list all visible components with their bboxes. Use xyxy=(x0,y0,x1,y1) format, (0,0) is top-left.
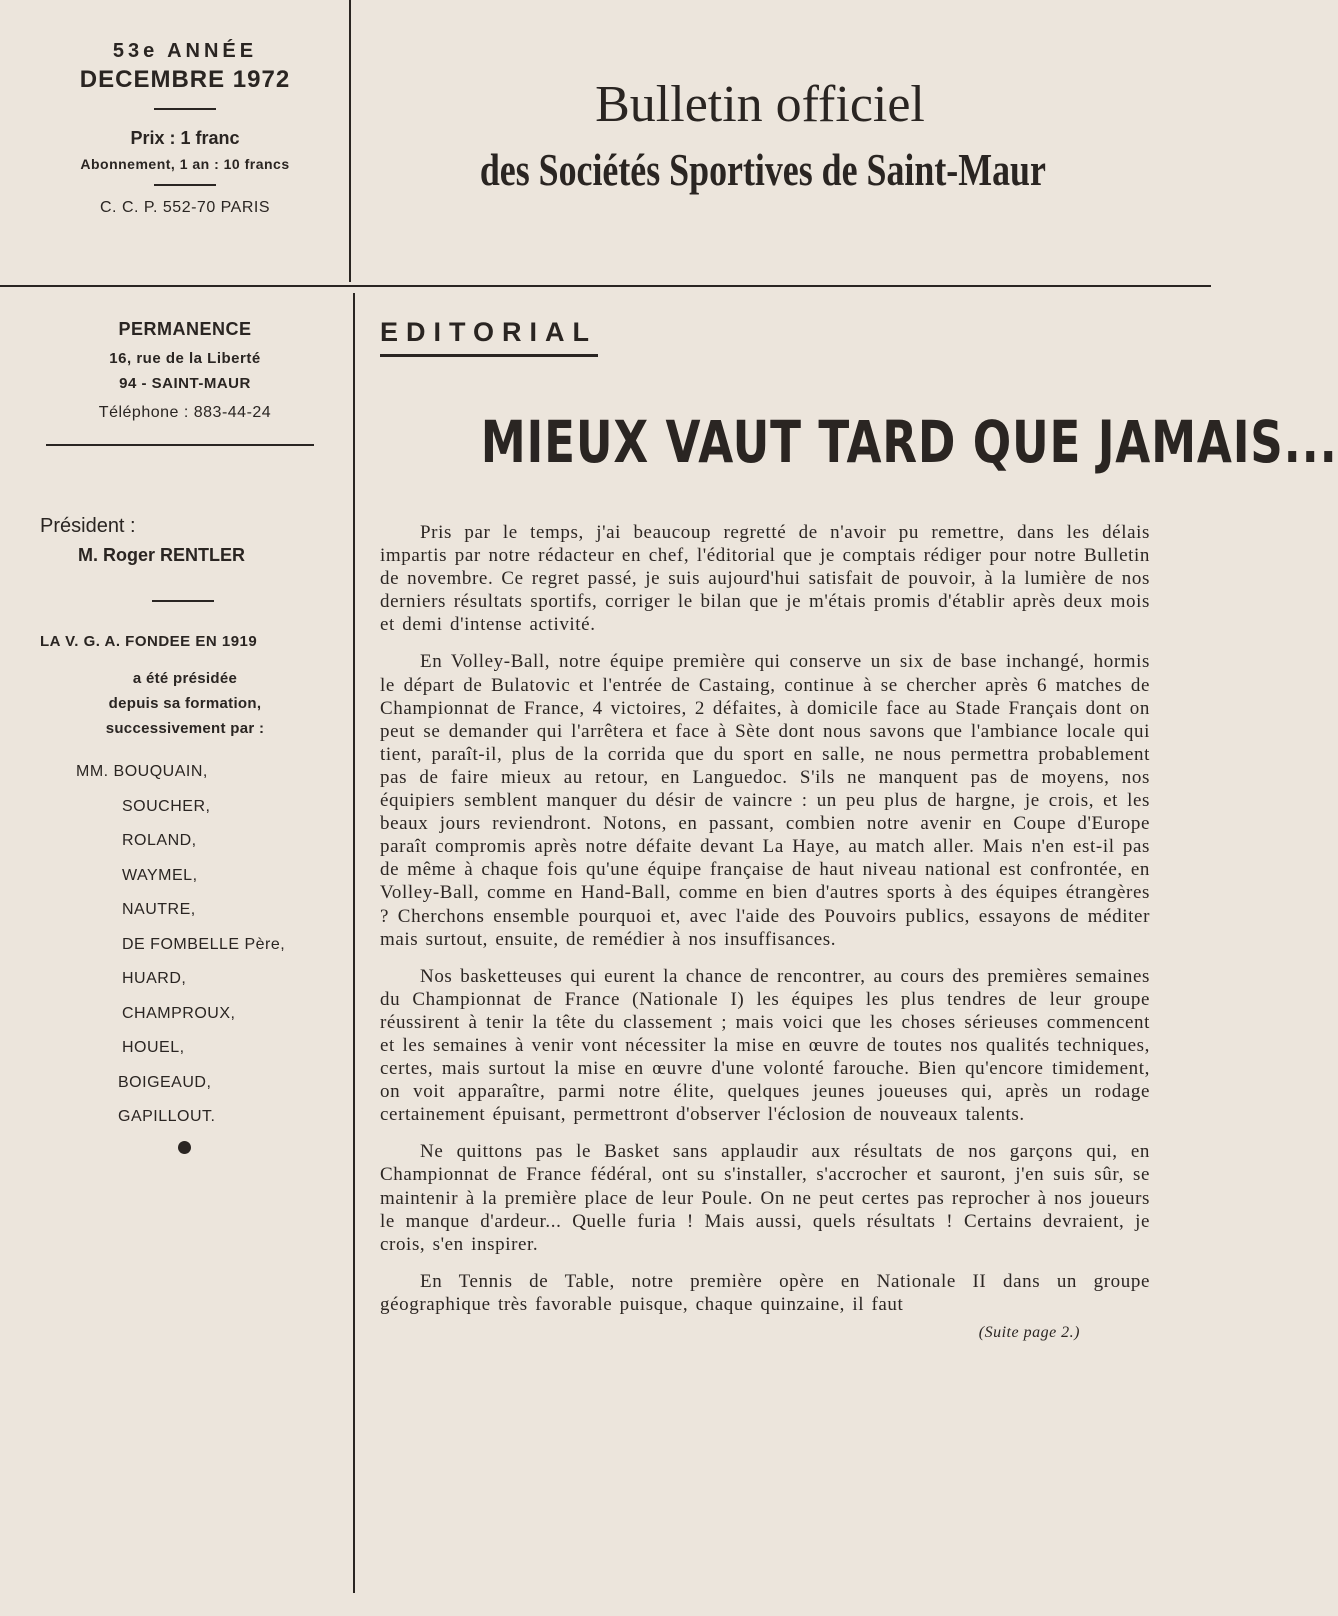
title-line-1: Bulletin officiel xyxy=(595,76,925,133)
paragraph: En Volley-Ball, notre équipe première qui conserve un six de base inchangé, hormis le départ de Bulatovic et l'entrée de Castaing, continue à se chercher après 6 matches de Championnat de France, 4 victoires, 2 défaites, à domicile face au Stade Français dont on peut se demander qui l'arrêtera et face à Sète dont nous savons que l'ambiance locale qui tient, paraît-il, plus de la corrida que du sport en salle, ne nous permettra probablement pas de faire mieux au retour, en Languedoc. S'ils ne manquent pas de moyens, nos équipiers semblent manquer du désir de vaincre : un peu plus de hargne, je crois, et les beaux jours reviendront. Notons, en passant, combien notre avenir en Coupe d'Europe paraît compromis après notre défaite devant La Haye, au match aller. Mais n'en est-il pas de même à chaque fois qu'une équipe française de haut niveau national est confrontée, en Volley-Ball, comme en Hand-Ball, comme en bien d'autres sports à des équipes étrangères ? Cherchons ensemble pourquoi et, avec l'aide des Pouvoirs publics, essayons de méditer mais surtout, ensuite, de remédier à nos insuffisances. xyxy=(380,651,1150,950)
presided-text xyxy=(40,666,330,741)
telephone: Téléphone : 883-44-24 xyxy=(98,404,272,421)
masthead-info xyxy=(40,38,330,220)
list-item: DE FOMBELLE Père, xyxy=(122,935,286,953)
continued-note: (Suite page 2.) xyxy=(978,1324,1080,1341)
price: Prix : 1 franc xyxy=(130,128,240,148)
presided-line: successivement par : xyxy=(105,720,265,737)
list-item: CHAMPROUX, xyxy=(122,1004,236,1022)
vertical-divider-top xyxy=(349,0,351,282)
headline: MIEUX VAUT TARD QUE JAMAIS... xyxy=(480,408,1338,476)
paragraph: Ne quittons pas le Basket sans applaudir aux résultats de nos garçons qui, en Championnat de France fédéral, ont su s'installer, s'accrocher et sauront, j'en suis sûr, se maintenir à la première place de leur Poule. On ne peut certes pas reprocher à nos joueurs le manque d'ardeur... Quelle furia ! Mais aussi, quels résultats ! Certains devraient, je crois, s'en inspirer. xyxy=(380,1141,1150,1255)
list-item: GAPILLOUT. xyxy=(118,1108,216,1125)
paragraph: Nos basketteuses qui eurent la chance de rencontrer, au cours des premières semaines du Championnat de France (Nationale I) les équipes les plus tendres de leur groupe réussirent à tenir la tête du classement ; mais voici que les choses sérieuses commencent et les semaines à venir vont nécessiter la mise en œuvre de toutes nos qualités techniques, certes, mais surtout la mise en œuvre d'une volonté farouche. Bien qu'encore timidement, on voit apparaître, parmi notre élite, quelques jeunes joueuses qui, après un rodage certainement épuisant, permettront d'observer l'éclosion de nouveaux talents. xyxy=(380,965,1150,1126)
list-item: NAUTRE, xyxy=(122,901,196,918)
president-label: Président : xyxy=(40,515,136,537)
address-line-2: 94 - SAINT-MAUR xyxy=(119,375,251,392)
list-item: BOIGEAUD, xyxy=(118,1073,212,1091)
paragraph: Pris par le temps, j'ai beaucoup regretté de n'avoir pu remettre, dans les délais impartis par notre rédacteur en chef, l'éditorial que je comptais rédiger pour notre Bulletin de novembre. Ce regret passé, je suis aujourd'hui satisfait de pouvoir, à la lumière de nos derniers résultats sportifs, corriger le bilan que je m'étais promis d'établir après deux mois et demi d'intense activité. xyxy=(380,522,1150,636)
presided-line: depuis sa formation, xyxy=(108,695,262,712)
masthead-title xyxy=(400,70,1120,200)
issue-date: DECEMBRE 1972 xyxy=(79,66,291,93)
section-underline xyxy=(380,354,598,357)
list-item: SOUCHER, xyxy=(122,797,211,815)
divider xyxy=(152,600,214,602)
issue-year: 53e ANNÉE xyxy=(112,40,258,62)
ccp-account: C. C. P. 552-70 PARIS xyxy=(100,199,270,216)
list-item: MM. BOUQUAIN, xyxy=(76,763,208,780)
president-name: M. Roger RENTLER xyxy=(78,545,246,565)
article-body xyxy=(380,521,1150,1316)
divider xyxy=(46,444,314,446)
paragraph: En Tennis de Table, notre première opère en Nationale II dans un groupe géographique très favorable puisque, chaque quinzaine, il faut xyxy=(380,1270,1150,1315)
vga-founded: LA V. G. A. FONDEE EN 1919 xyxy=(40,633,258,650)
divider xyxy=(154,108,216,110)
permanence-title: PERMANENCE xyxy=(118,319,252,339)
bullet-dot-icon xyxy=(178,1141,191,1154)
divider xyxy=(154,184,216,186)
past-presidents-list xyxy=(40,755,330,1135)
presided-line: a été présidée xyxy=(132,670,238,687)
list-item: WAYMEL, xyxy=(122,866,198,884)
list-item: HUARD, xyxy=(122,970,187,987)
vertical-divider-bottom xyxy=(353,293,355,1593)
list-item: ROLAND, xyxy=(122,832,197,849)
sidebar xyxy=(40,312,330,1154)
editorial-column xyxy=(380,312,1338,1342)
address-line-1: 16, rue de la Liberté xyxy=(109,350,261,367)
list-item: HOUEL, xyxy=(122,1039,185,1056)
section-label: EDITORIAL xyxy=(380,317,598,347)
subscription: Abonnement, 1 an : 10 francs xyxy=(80,156,290,172)
horizontal-divider xyxy=(0,285,1211,287)
title-line-2: des Sociétés Sportives de Saint-Maur xyxy=(479,144,1046,195)
